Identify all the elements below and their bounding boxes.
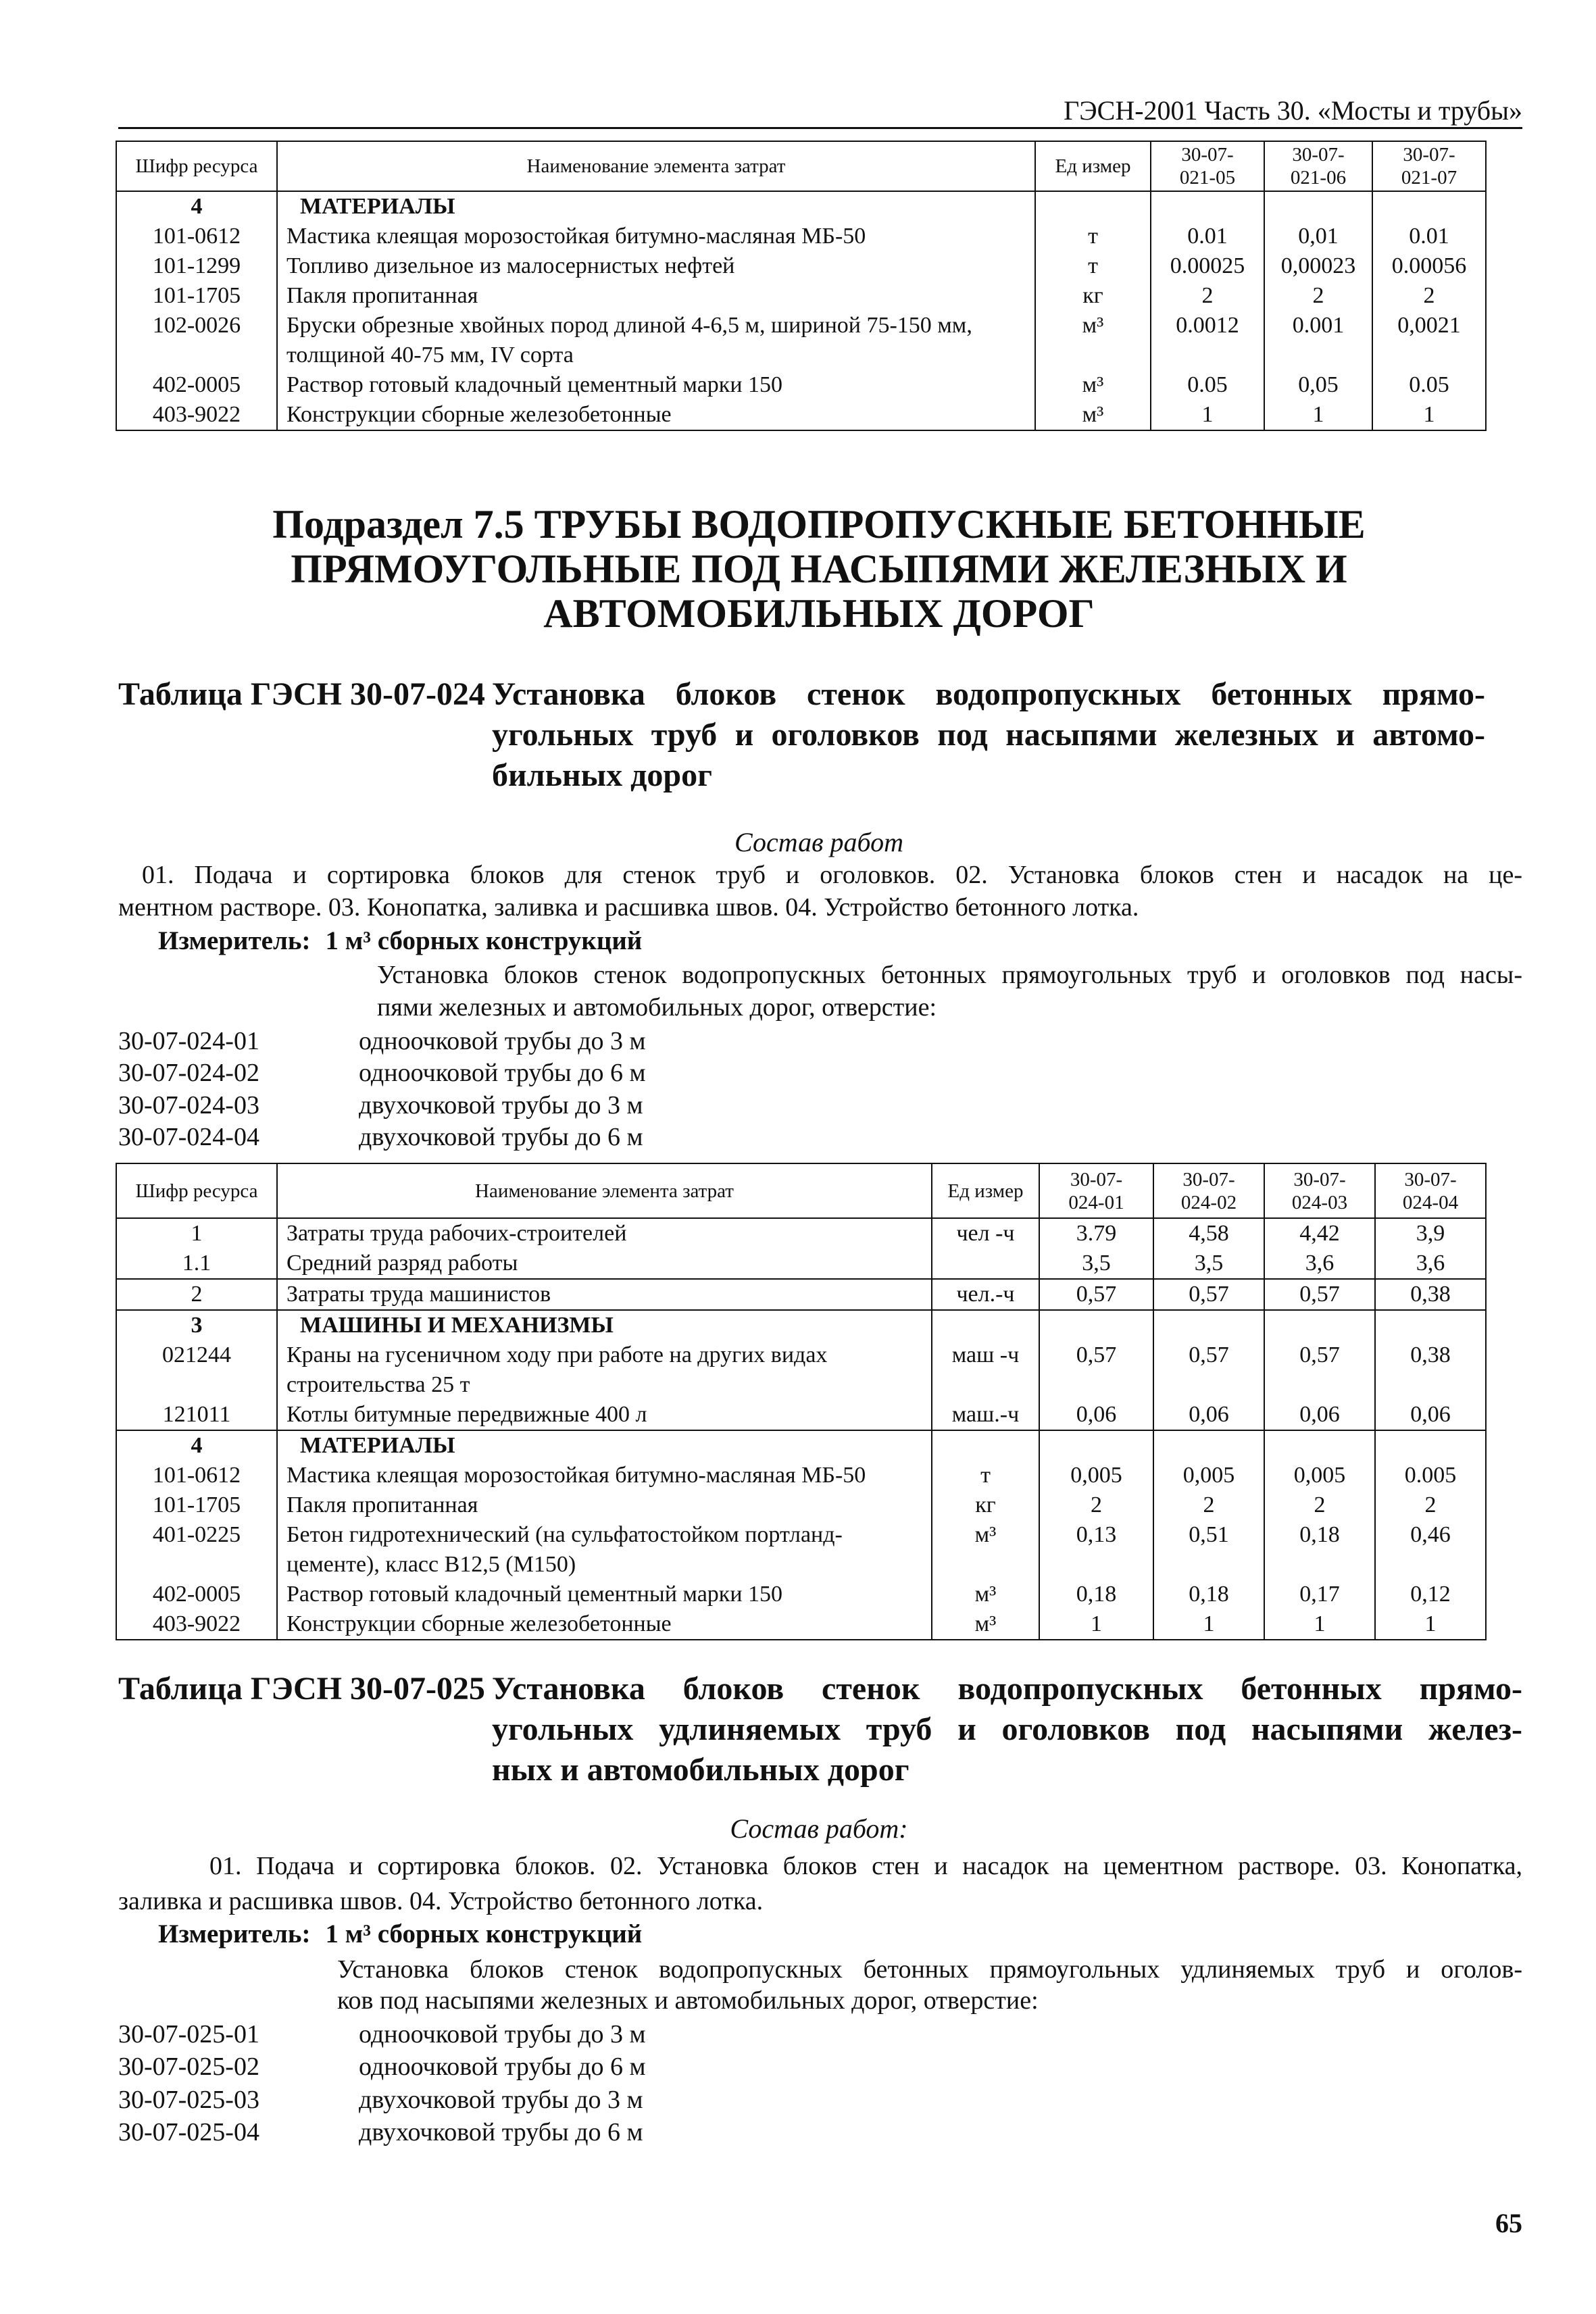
variant-text: одноочковой трубы до 3 м — [359, 1027, 646, 1055]
section-title-line: АВТОМОБИЛЬНЫХ ДОРОГ — [543, 591, 1095, 636]
cell-resource-code: 121011 — [116, 1400, 277, 1430]
cell-cost-item: Затраты труда рабочих-строителей — [277, 1218, 932, 1249]
cell-resource-code: 402-0005 — [116, 1580, 277, 1609]
cell-norm-value: 0,57 — [1264, 1279, 1375, 1310]
cell-norm-value: 3,6 — [1375, 1249, 1486, 1279]
cell-norm-value: 0,18 — [1039, 1580, 1153, 1609]
cell-norm-value: 0,57 — [1039, 1279, 1153, 1310]
table-row — [116, 1580, 1486, 1609]
cell-unit: кг — [932, 1490, 1039, 1520]
cell-norm-value: 2 — [1264, 1490, 1375, 1520]
cell-cost-item: Краны на гусеничном ходу при работе на других видах строительства 25 т — [277, 1340, 932, 1400]
resource-table-024 — [116, 1163, 1487, 1640]
cell-unit: чел.-ч — [932, 1279, 1039, 1310]
cell-unit: чел -ч — [932, 1218, 1039, 1249]
table-row — [116, 1400, 1486, 1430]
page-number: 65 — [1495, 2208, 1522, 2238]
cell-norm-value: 0.0012 — [1151, 311, 1264, 370]
cell-norm-value: 0,57 — [1264, 1340, 1375, 1400]
norm-title-line: бильных дорог — [492, 757, 712, 793]
variant-text: одноочковой трубы до 3 м — [359, 2020, 646, 2048]
cell-resource-code: 403-9022 — [116, 1609, 277, 1640]
variant-row — [118, 1057, 646, 1089]
table-row — [116, 1490, 1486, 1520]
cell-resource-code: 101-1705 — [116, 281, 277, 311]
cell-norm-value — [1372, 191, 1486, 222]
cell-cost-item: Мастика клеящая морозостойкая битумно-масляная МБ-50 — [277, 222, 1035, 251]
cell-norm-value: 0,12 — [1375, 1580, 1486, 1609]
cell-norm-value: 0,38 — [1375, 1340, 1486, 1400]
description-line: Установка блоков стенок водопропускных бетонных прямоугольных труб и оголовков под насы- — [377, 961, 1522, 989]
cell-norm-value: 1 — [1264, 1609, 1375, 1640]
cell-norm-value — [1375, 1430, 1486, 1461]
cell-cost-item: Мастика клеящая морозостойкая битумно-масляная МБ-50 — [277, 1461, 932, 1490]
cell-resource-code: 021244 — [116, 1340, 277, 1400]
cell-norm-value: 2 — [1372, 281, 1486, 311]
cell-norm-value: 1 — [1039, 1609, 1153, 1640]
cell-cost-item: Конструкции сборные железобетонные — [277, 1609, 932, 1640]
composition-heading: Состав работ — [734, 827, 903, 857]
cell-norm-value: 0,57 — [1153, 1340, 1264, 1400]
section-title-line: Подраздел 7.5 ТРУБЫ ВОДОПРОПУСКНЫЕ БЕТОННЫЕ — [272, 502, 1366, 547]
cell-unit: кг — [1035, 281, 1151, 311]
cell-norm-value: 1 — [1264, 400, 1372, 430]
cell-cost-item: Пакля пропитанная — [277, 281, 1035, 311]
cell-unit — [1035, 191, 1151, 222]
variant-code: 30-07-025-01 — [118, 2020, 259, 2048]
table-row — [116, 1218, 1486, 1249]
resource-table-021 — [116, 141, 1487, 431]
table-row — [116, 1340, 1486, 1400]
section-title — [116, 502, 1522, 636]
column-header-norm: 30-07- 024-01 — [1039, 1163, 1153, 1218]
cell-norm-value: 0,01 — [1264, 222, 1372, 251]
cell-norm-value: 2 — [1039, 1490, 1153, 1520]
table-group-row — [116, 1310, 1486, 1340]
cell-cost-item: Котлы битумные передвижные 400 л — [277, 1400, 932, 1430]
cell-norm-value: 0,17 — [1264, 1580, 1375, 1609]
table-row — [116, 1461, 1486, 1490]
norm-title — [492, 674, 1485, 796]
cell-norm-value: 0,0021 — [1372, 311, 1486, 370]
cell-unit — [932, 1430, 1039, 1461]
cell-resource-code: 1.1 — [116, 1249, 277, 1279]
cell-norm-value: 3,6 — [1264, 1249, 1375, 1279]
cell-norm-value: 4,58 — [1153, 1218, 1264, 1249]
cell-norm-value: 0.05 — [1151, 370, 1264, 400]
variant-text: одноочковой трубы до 6 м — [359, 2053, 646, 2082]
variant-code: 30-07-025-02 — [118, 2053, 259, 2082]
cell-norm-value — [1153, 1430, 1264, 1461]
column-header-code: Шифр ресурса — [116, 141, 277, 191]
variant-text: двухочковой трубы до 6 м — [359, 1122, 643, 1151]
norm-table-label: Таблица ГЭСН 30-07-025 — [118, 1671, 485, 1707]
variant-code: 30-07-025-03 — [118, 2085, 259, 2114]
cell-unit: маш -ч — [932, 1340, 1039, 1400]
table-group-row — [116, 191, 1486, 222]
table-row — [116, 222, 1486, 251]
cell-unit: т — [932, 1461, 1039, 1490]
cell-norm-value: 0.001 — [1264, 311, 1372, 370]
cell-norm-value: 0,06 — [1153, 1400, 1264, 1430]
table-header-row — [116, 1163, 1486, 1218]
norm-title-line: Установка блоков стенок водопропускных бетонных прямо- — [492, 676, 1485, 712]
composition-line: ментном растворе. 03. Конопатка, заливка и расшивка швов. 04. Устройство бетонного лотка. — [118, 893, 1139, 922]
composition-line: 01. Подача и сортировка блоков для стенок труб и оголовков. 02. Установка блоков стен и насадок на це- — [142, 861, 1522, 889]
table-row — [116, 251, 1486, 281]
description-line: ков под насыпями железных и автомобильных дорог, отверстие: — [337, 1986, 1039, 2015]
cell-norm-value — [1264, 1430, 1375, 1461]
cell-norm-value: 0,13 — [1039, 1520, 1153, 1580]
variant-code: 30-07-024-03 — [118, 1090, 259, 1120]
cell-norm-value: 0.01 — [1372, 222, 1486, 251]
variant-text: двухочковой трубы до 3 м — [359, 1090, 643, 1120]
variant-list — [118, 1026, 646, 1153]
variant-row — [118, 2051, 646, 2083]
cell-norm-value: 0,005 — [1153, 1461, 1264, 1490]
cell-norm-value — [1375, 1310, 1486, 1340]
norm-heading-025 — [118, 1669, 1522, 1790]
measure-value: 1 м³ сборных конструкций — [325, 926, 643, 955]
variant-list — [118, 2018, 646, 2148]
description-line: Установка блоков стенок водопропускных бетонных прямоугольных удлиняемых труб и оголов- — [337, 1955, 1522, 1984]
cell-norm-value: 3,5 — [1153, 1249, 1264, 1279]
table-row — [116, 400, 1486, 430]
table-row — [116, 1520, 1486, 1580]
column-header-norm: 30-07- 024-03 — [1264, 1163, 1375, 1218]
cell-norm-value: 2 — [1151, 281, 1264, 311]
composition-line: 01. Подача и сортировка блоков. 02. Установка блоков стен и насадок на цементном растворе. 03. Конопатка, — [209, 1852, 1522, 1880]
table-row — [116, 281, 1486, 311]
cell-resource-code: 401-0225 — [116, 1520, 277, 1580]
cell-norm-value — [1153, 1310, 1264, 1340]
norm-title-line: Установка блоков стенок водопропускных бетонных прямо- — [492, 1671, 1522, 1707]
cell-cost-item: Затраты труда машинистов — [277, 1279, 932, 1310]
measure-label: Измеритель: — [158, 1919, 311, 1948]
cell-cost-item: Пакля пропитанная — [277, 1490, 932, 1520]
cell-unit: т — [1035, 222, 1151, 251]
table-row — [116, 1249, 1486, 1279]
cell-norm-value: 0,005 — [1039, 1461, 1153, 1490]
table-row — [116, 370, 1486, 400]
cell-cost-item: МАТЕРИАЛЫ — [277, 191, 1035, 222]
cell-unit: м³ — [932, 1520, 1039, 1580]
cell-norm-value: 0,06 — [1039, 1400, 1153, 1430]
column-header-unit: Ед измер — [932, 1163, 1039, 1218]
cell-norm-value: 0,05 — [1264, 370, 1372, 400]
variant-text: одноочковой трубы до 6 м — [359, 1059, 646, 1088]
composition-text — [118, 1848, 1522, 1919]
variant-row — [118, 2084, 646, 2116]
variant-text: двухочковой трубы до 6 м — [359, 2117, 643, 2146]
column-header-norm: 30-07- 024-04 — [1375, 1163, 1486, 1218]
variant-row — [118, 1026, 646, 1057]
cell-resource-code: 102-0026 — [116, 311, 277, 370]
column-header-code: Шифр ресурса — [116, 1163, 277, 1218]
cell-unit: т — [1035, 251, 1151, 281]
column-header-name: Наименование элемента затрат — [277, 141, 1035, 191]
cell-resource-code: 101-0612 — [116, 222, 277, 251]
cell-resource-code: 2 — [116, 1279, 277, 1310]
column-header-norm: 30-07- 021-05 — [1151, 141, 1264, 191]
cell-norm-value: 0.005 — [1375, 1461, 1486, 1490]
composition-line: заливка и расшивка швов. 04. Устройство бетонного лотка. — [118, 1887, 764, 1915]
cell-unit: маш.-ч — [932, 1400, 1039, 1430]
variant-row — [118, 2018, 646, 2051]
variant-text: двухочковой трубы до 3 м — [359, 2085, 643, 2114]
cell-norm-value: 3,9 — [1375, 1218, 1486, 1249]
variant-row — [118, 2116, 646, 2148]
cell-resource-code: 403-9022 — [116, 400, 277, 430]
variant-code: 30-07-025-04 — [118, 2117, 259, 2146]
description-line: пями железных и автомобильных дорог, отверстие: — [377, 993, 937, 1022]
cell-unit — [932, 1249, 1039, 1279]
cell-cost-item: Раствор готовый кладочный цементный марки 150 — [277, 370, 1035, 400]
norm-title — [492, 1669, 1522, 1790]
norm-title-line: угольных удлиняемых труб и оголовков под насыпями желез- — [492, 1711, 1522, 1747]
cell-cost-item: МАТЕРИАЛЫ — [277, 1430, 932, 1461]
composition-text — [118, 859, 1522, 924]
header-rule — [118, 127, 1522, 129]
cell-norm-value: 0,46 — [1375, 1520, 1486, 1580]
cell-norm-value: 3,5 — [1039, 1249, 1153, 1279]
column-header-norm: 30-07- 024-02 — [1153, 1163, 1264, 1218]
cell-norm-value: 0,06 — [1264, 1400, 1375, 1430]
cell-norm-value: 1 — [1151, 400, 1264, 430]
cell-norm-value — [1151, 191, 1264, 222]
cell-norm-value: 0,00023 — [1264, 251, 1372, 281]
section-title-line: ПРЯМОУГОЛЬНЫЕ ПОД НАСЫПЯМИ ЖЕЛЕЗНЫХ И — [291, 547, 1347, 591]
variant-code: 30-07-024-04 — [118, 1122, 259, 1151]
cell-resource-code: 101-1705 — [116, 1490, 277, 1520]
table-body — [116, 1218, 1486, 1640]
cell-cost-item: МАШИНЫ И МЕХАНИЗМЫ — [277, 1310, 932, 1340]
cell-resource-code: 101-0612 — [116, 1461, 277, 1490]
cell-norm-value: 0,57 — [1039, 1340, 1153, 1400]
cell-norm-value — [1039, 1310, 1153, 1340]
cell-norm-value: 0.00025 — [1151, 251, 1264, 281]
work-description — [377, 959, 1522, 1024]
table-row — [116, 1609, 1486, 1640]
cell-resource-code: 4 — [116, 1430, 277, 1461]
measure-unit — [158, 1918, 642, 1951]
table-row — [116, 1279, 1486, 1310]
cell-unit: м³ — [1035, 311, 1151, 370]
column-header-unit: Ед измер — [1035, 141, 1151, 191]
cell-norm-value: 0.05 — [1372, 370, 1486, 400]
cell-unit: м³ — [1035, 370, 1151, 400]
cell-norm-value: 0,18 — [1264, 1520, 1375, 1580]
cell-norm-value: 0,18 — [1153, 1580, 1264, 1609]
variant-row — [118, 1122, 646, 1153]
variant-code: 30-07-024-01 — [118, 1027, 259, 1055]
norm-table-label: Таблица ГЭСН 30-07-024 — [118, 676, 485, 712]
table-row — [116, 311, 1486, 370]
cell-norm-value: 1 — [1375, 1609, 1486, 1640]
norm-title-line: угольных труб и оголовков под насыпями железных и автомо- — [492, 717, 1485, 753]
cell-resource-code: 3 — [116, 1310, 277, 1340]
variant-code: 30-07-024-02 — [118, 1059, 259, 1088]
cell-norm-value: 0,57 — [1153, 1279, 1264, 1310]
cell-norm-value: 4,42 — [1264, 1218, 1375, 1249]
cell-cost-item: Средний разряд работы — [277, 1249, 932, 1279]
cell-norm-value — [1264, 191, 1372, 222]
column-header-norm: 30-07- 021-07 — [1372, 141, 1486, 191]
cell-norm-value: 2 — [1153, 1490, 1264, 1520]
cell-cost-item: Бетон гидротехнический (на сульфатостойком портланд-цементе), класс В12,5 (М150) — [277, 1520, 932, 1580]
norm-heading-024 — [118, 674, 1522, 796]
measure-label: Измеритель: — [158, 926, 311, 955]
cell-norm-value: 2 — [1375, 1490, 1486, 1520]
cell-norm-value: 0.01 — [1151, 222, 1264, 251]
measure-unit — [158, 925, 642, 957]
cell-resource-code: 101-1299 — [116, 251, 277, 281]
cell-norm-value: 0.00056 — [1372, 251, 1486, 281]
cell-norm-value: 1 — [1372, 400, 1486, 430]
measure-value: 1 м³ сборных конструкций — [325, 1919, 643, 1948]
table-body — [116, 191, 1486, 430]
cell-resource-code: 4 — [116, 191, 277, 222]
cell-norm-value: 3.79 — [1039, 1218, 1153, 1249]
cell-resource-code: 402-0005 — [116, 370, 277, 400]
column-header-name: Наименование элемента затрат — [277, 1163, 932, 1218]
cell-cost-item: Раствор готовый кладочный цементный марки 150 — [277, 1580, 932, 1609]
work-description — [337, 1954, 1522, 2016]
cell-unit — [932, 1310, 1039, 1340]
cell-norm-value: 0,38 — [1375, 1279, 1486, 1310]
running-title: ГЭСН-2001 Часть 30. «Мосты и трубы» — [1064, 95, 1522, 126]
cell-norm-value — [1039, 1430, 1153, 1461]
cell-norm-value: 0,005 — [1264, 1461, 1375, 1490]
cell-unit: м³ — [932, 1609, 1039, 1640]
cell-cost-item: Бруски обрезные хвойных пород длиной 4-6,5 м, шириной 75-150 мм, толщиной 40-75 мм, IV сорта — [277, 311, 1035, 370]
column-header-norm: 30-07- 021-06 — [1264, 141, 1372, 191]
cell-unit: м³ — [1035, 400, 1151, 430]
cell-resource-code: 1 — [116, 1218, 277, 1249]
cell-cost-item: Топливо дизельное из малосернистых нефтей — [277, 251, 1035, 281]
table-group-row — [116, 1430, 1486, 1461]
variant-row — [118, 1090, 646, 1122]
cell-norm-value: 0,06 — [1375, 1400, 1486, 1430]
cell-unit: м³ — [932, 1580, 1039, 1609]
cell-norm-value: 2 — [1264, 281, 1372, 311]
table-header-row — [116, 141, 1486, 191]
composition-heading: Состав работ: — [730, 1813, 908, 1844]
cell-cost-item: Конструкции сборные железобетонные — [277, 400, 1035, 430]
cell-norm-value: 1 — [1153, 1609, 1264, 1640]
cell-norm-value: 0,51 — [1153, 1520, 1264, 1580]
cell-norm-value — [1264, 1310, 1375, 1340]
norm-title-line: ных и автомобильных дорог — [492, 1752, 909, 1788]
